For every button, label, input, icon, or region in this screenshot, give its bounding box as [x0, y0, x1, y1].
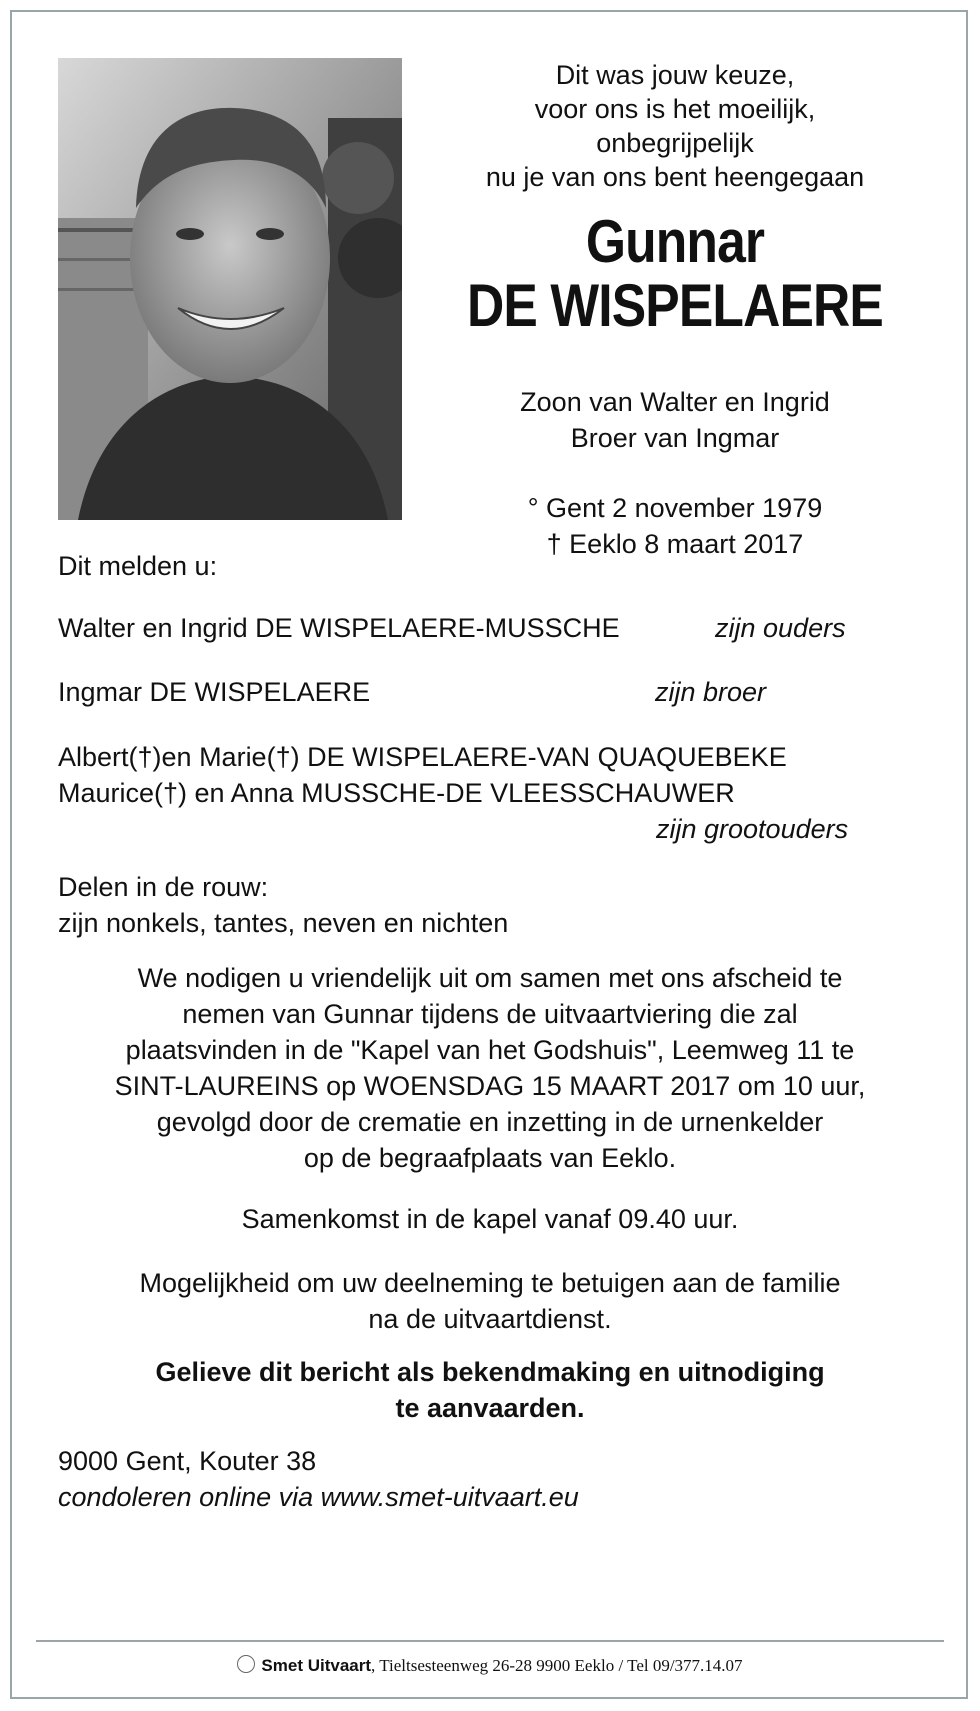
request-line: Gelieve dit bericht als bekendmaking en uitnodiging: [155, 1357, 825, 1387]
mourning-list: zijn nonkels, tantes, neven en nichten: [58, 908, 509, 938]
last-name: DE WISPELAERE: [466, 272, 883, 339]
parents-names: Walter en Ingrid DE WISPELAERE-MUSSCHE: [58, 613, 620, 643]
condolence-line: na de uitvaartdienst.: [368, 1304, 612, 1334]
relations: [430, 384, 920, 456]
verse-line: Dit was jouw keuze,: [555, 60, 795, 90]
grandparents-line-1: Albert(†)en Marie(†) DE WISPELAERE-VAN QUAQUEBEKE: [58, 742, 787, 772]
death-date: † Eeklo 8 maart 2017: [546, 529, 804, 559]
verse-line: nu je van ons bent heengegaan: [485, 162, 865, 192]
intro-line: Dit melden u:: [58, 551, 218, 581]
invitation-line: SINT-LAUREINS op WOENSDAG 15 MAART 2017 om 10 uur,: [114, 1071, 866, 1101]
first-name: Gunnar: [585, 208, 765, 275]
portrait-photo: [58, 58, 402, 520]
invitation-line: plaatsvinden in de "Kapel van het Godshuis", Leemweg 11 te: [125, 1035, 855, 1065]
relation-line: Broer van Ingmar: [570, 423, 780, 453]
request-line: te aanvaarden.: [395, 1393, 585, 1423]
condolence-note: [30, 1265, 950, 1337]
request-note: [30, 1354, 950, 1426]
invitation-line: gevolgd door de crematie en inzetting in de urnenkelder: [156, 1107, 824, 1137]
life-dates: [430, 490, 920, 562]
grandparents-line-2: Maurice(†) en Anna MUSSCHE-DE VLEESSCHAUWER: [58, 778, 735, 808]
parents-role: zijn ouders: [715, 613, 846, 643]
grandparents-role: zijn grootouders: [656, 814, 849, 844]
birth-date: ° Gent 2 november 1979: [527, 493, 823, 523]
invitation-line: op de begraafplaats van Eeklo.: [303, 1143, 677, 1173]
funeral-home-name: Smet Uitvaart: [261, 1656, 372, 1675]
funeral-home-footer: [0, 1655, 980, 1677]
relation-line: Zoon van Walter en Ingrid: [520, 387, 830, 417]
online-condolence-link[interactable]: condoleren online via www.smet-uitvaart.eu: [58, 1482, 579, 1512]
invitation-line: We nodigen u vriendelijk uit om samen met ons afscheid te: [137, 963, 843, 993]
gathering-note: Samenkomst in de kapel vanaf 09.40 uur.: [241, 1204, 739, 1234]
verse-line: onbegrijpelijk: [596, 128, 754, 158]
condolence-line: Mogelijkheid om uw deelneming te betuigen aan de familie: [139, 1268, 841, 1298]
mourning-heading: Delen in de rouw:: [58, 872, 269, 902]
family-address: 9000 Gent, Kouter 38: [58, 1446, 317, 1476]
deceased-name: [464, 210, 885, 338]
footer-divider: [36, 1640, 944, 1642]
brother-name: Ingmar DE WISPELAERE: [58, 677, 371, 707]
invitation-line: nemen van Gunnar tijdens de uitvaartviering die zal: [182, 999, 798, 1029]
memorial-verse: [430, 58, 920, 194]
brother-role: zijn broer: [655, 677, 767, 707]
funeral-invitation: [30, 960, 950, 1176]
funeral-home-details: , Tieltsesteenweg 26-28 9900 Eeklo / Tel 09/377.14.07: [371, 1656, 743, 1675]
verse-line: voor ons is het moeilijk,: [534, 94, 816, 124]
smet-logo-icon: [237, 1655, 255, 1673]
